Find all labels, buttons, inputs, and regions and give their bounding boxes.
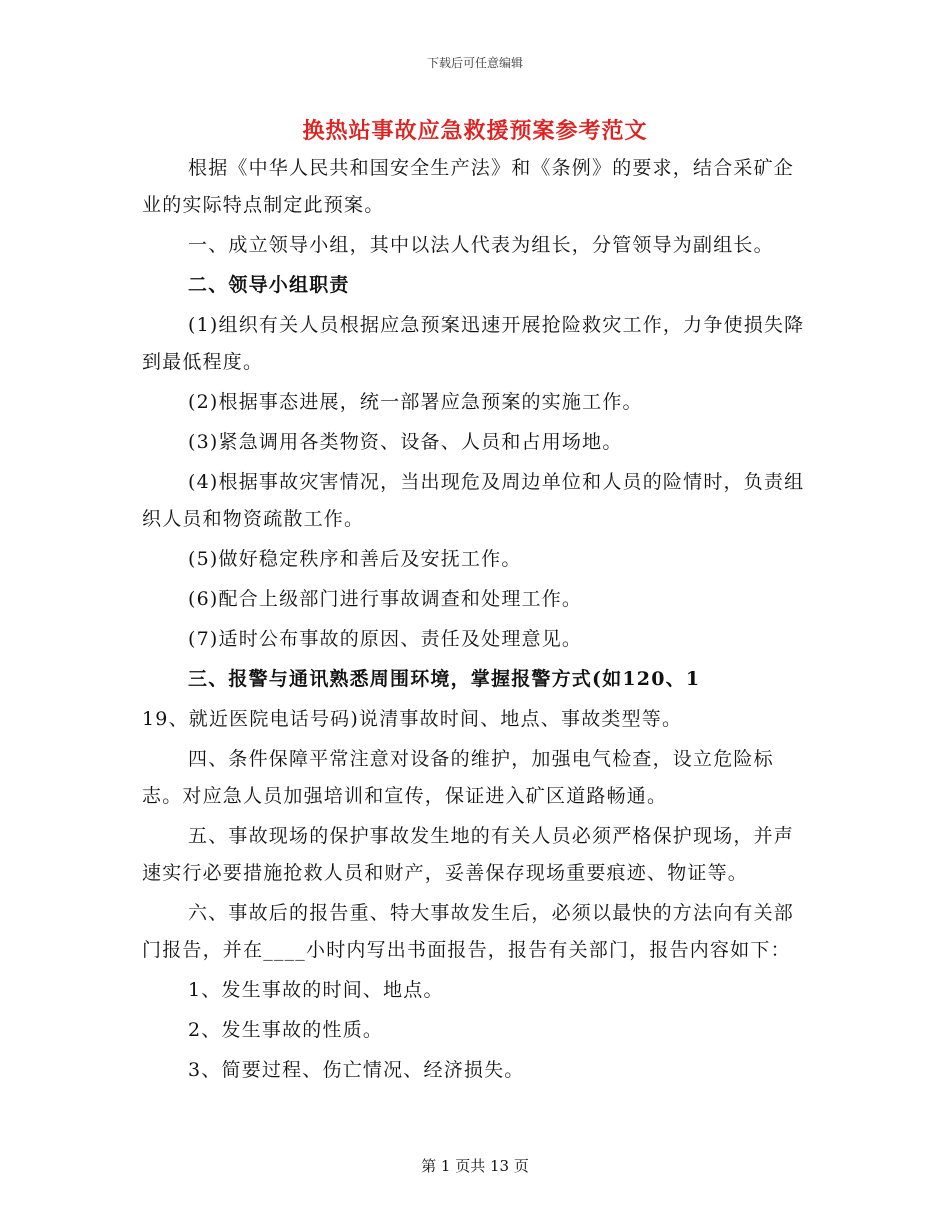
report-item-1: 1、发生事故的时间、地点。 <box>188 979 444 1001</box>
list-item-3: (3)紧急调用各类物资、设备、人员和占用场地。 <box>188 431 623 453</box>
paragraph-section-5: 五、事故现场的保护事故发生地的有关人员必须严格保护现场，并声速实行必要措施抢救人员和财产，妥善保存现场重要痕迹、物证等。 <box>142 825 795 884</box>
paragraph-section-3-continued: 19、就近医院电话号码)说清事故时间、地点、事故类型等。 <box>142 708 683 730</box>
list-item-4: (4)根据事故灾害情况，当出现危及周边单位和人员的险情时，负责组织人员和物资疏散工作。 <box>142 471 805 530</box>
list-item-2: (2)根据事态进展，统一部署应急预案的实施工作。 <box>188 391 643 413</box>
page-header: 下载后可任意编辑 <box>426 56 523 70</box>
paragraph-section-6: 六、事故后的报告重、特大事故发生后，必须以最快的方法向有关部门报告，并在____小时内写出书面报告，报告有关部门，报告内容如下： <box>142 902 795 961</box>
paragraph-section-4: 四、条件保障平常注意对设备的维护，加强电气检查，设立危险标志。对应急人员加强培训和宣传，保证进入矿区道路畅通。 <box>142 748 774 807</box>
report-item-3: 3、简要过程、伤亡情况、经济损失。 <box>188 1059 525 1081</box>
list-item-1: (1)组织有关人员根据应急预案迅速开展抢险救灾工作，力争使损失降到最低程度。 <box>142 314 805 373</box>
paragraph-intro: 根据《中华人民共和国安全生产法》和《条例》的要求，结合采矿企业的实际特点制定此预案。 <box>142 157 795 216</box>
list-item-5: (5)做好稳定秩序和善后及安抚工作。 <box>188 548 522 570</box>
heading-section-2: 二、领导小组职责 <box>188 274 350 296</box>
document-title: 换热站事故应急救援预案参考范文 <box>302 118 648 144</box>
heading-section-3: 三、报警与通讯熟悉周围环境，掌握报警方式(如120、1 <box>188 668 701 690</box>
document-body <box>142 150 810 1089</box>
report-item-2: 2、发生事故的性质。 <box>188 1019 384 1041</box>
list-item-6: (6)配合上级部门进行事故调查和处理工作。 <box>188 588 583 610</box>
page-footer: 第 1 页共 13 页 <box>421 1157 529 1175</box>
list-item-7: (7)适时公布事故的原因、责任及处理意见。 <box>188 628 583 650</box>
paragraph-section-1: 一、成立领导小组，其中以法人代表为组长，分管领导为副组长。 <box>188 234 774 256</box>
